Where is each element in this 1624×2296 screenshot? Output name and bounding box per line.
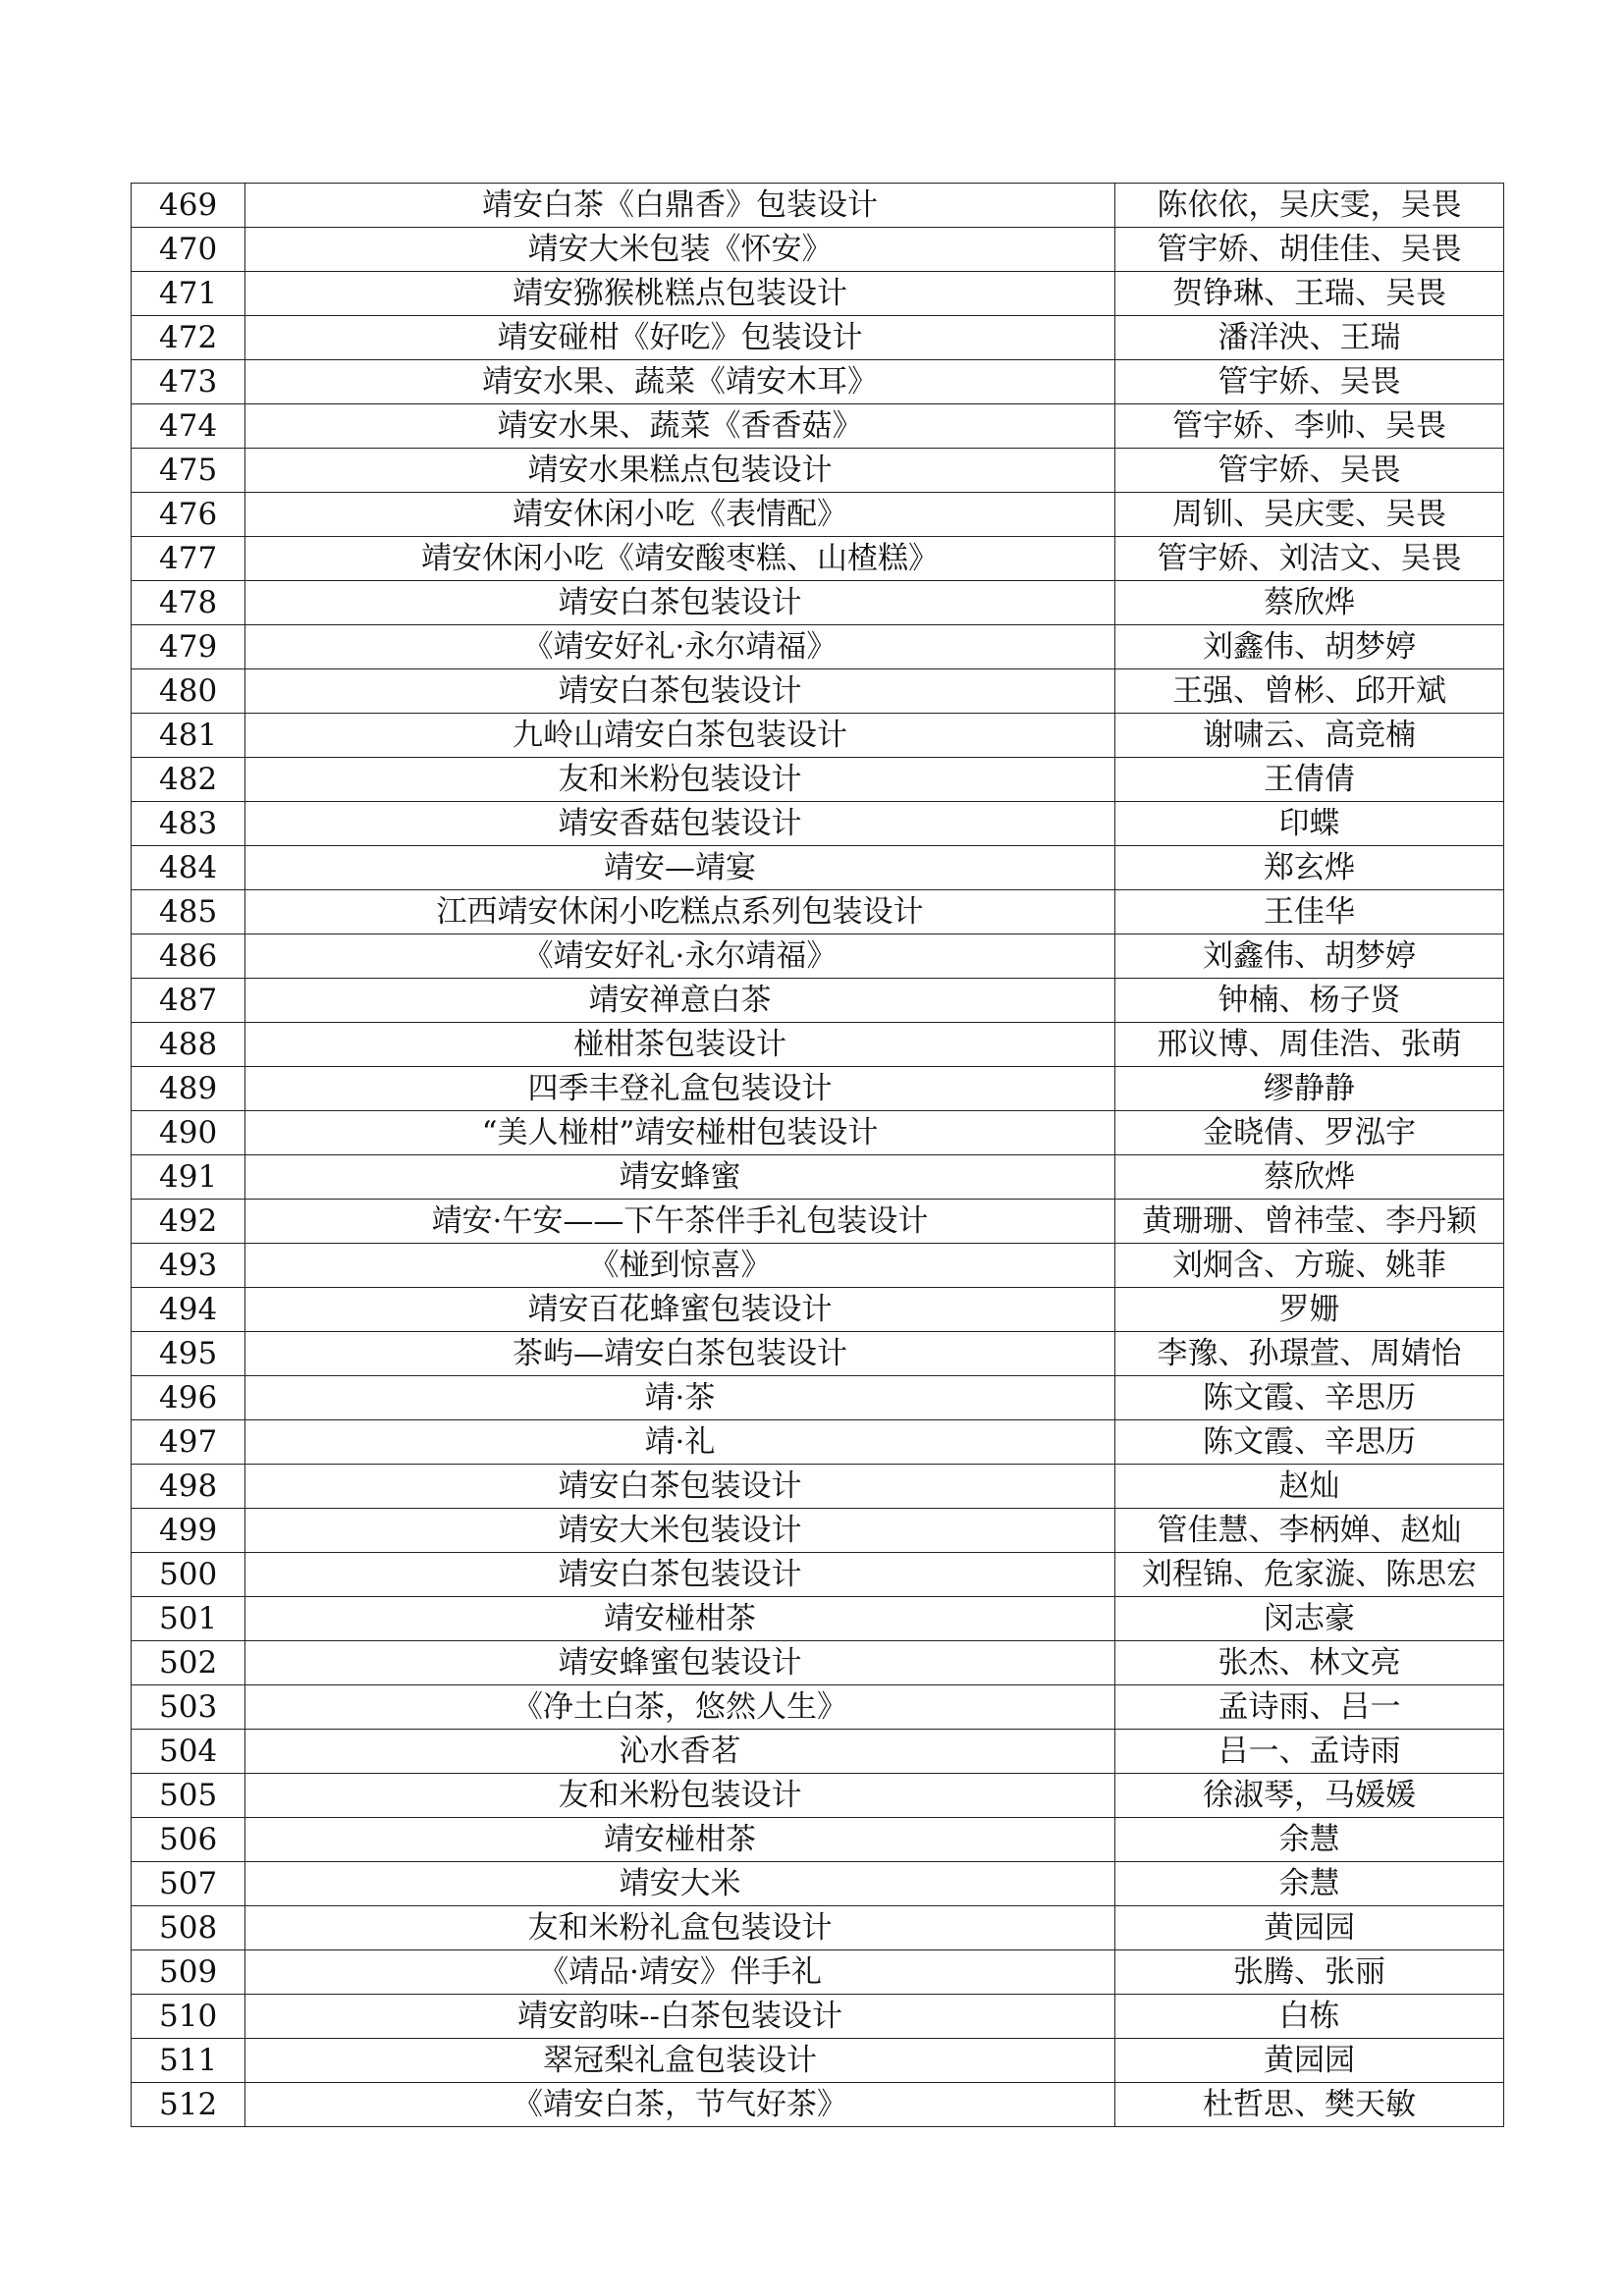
entry-title: 靖安白茶《白鼎香》包装设计 <box>245 184 1115 228</box>
entry-title: 沁水香茗 <box>245 1730 1115 1774</box>
table-row <box>132 1641 1504 1685</box>
entry-title: 友和米粉包装设计 <box>245 1774 1115 1818</box>
entry-authors: 刘程锦、危家漩、陈思宏 <box>1115 1553 1504 1597</box>
table-row <box>132 1950 1504 1995</box>
entry-number: 512 <box>132 2083 245 2127</box>
table-row <box>132 1906 1504 1950</box>
table-row <box>132 1685 1504 1730</box>
entry-number: 501 <box>132 1597 245 1641</box>
entry-number: 480 <box>132 669 245 714</box>
entry-authors: 邢议博、周佳浩、张萌 <box>1115 1023 1504 1067</box>
table-row <box>132 625 1504 669</box>
entry-title: 靖·礼 <box>245 1420 1115 1465</box>
entry-authors: 管宇娇、吴畏 <box>1115 449 1504 493</box>
entry-authors: 陈文霞、辛思历 <box>1115 1420 1504 1465</box>
entry-number: 482 <box>132 758 245 802</box>
entry-title: 《靖品·靖安》伴手礼 <box>245 1950 1115 1995</box>
entry-authors: 闵志豪 <box>1115 1597 1504 1641</box>
entry-authors: 贺铮琳、王瑞、吴畏 <box>1115 272 1504 316</box>
entry-number: 472 <box>132 316 245 360</box>
table-row <box>132 1730 1504 1774</box>
entry-title: 《靖安白茶，节气好茶》 <box>245 2083 1115 2127</box>
entry-title: 《靖安好礼·永尔靖福》 <box>245 625 1115 669</box>
entry-number: 510 <box>132 1995 245 2039</box>
entry-number: 509 <box>132 1950 245 1995</box>
table-row <box>132 714 1504 758</box>
entry-number: 484 <box>132 846 245 890</box>
entry-authors: 黄珊珊、曾祎莹、李丹颖 <box>1115 1200 1504 1244</box>
entry-number: 473 <box>132 360 245 404</box>
entry-authors: 王强、曾彬、邱开斌 <box>1115 669 1504 714</box>
entry-authors: 周钏、吴庆雯、吴畏 <box>1115 493 1504 537</box>
entry-title: 靖安休闲小吃《表情配》 <box>245 493 1115 537</box>
table-row <box>132 449 1504 493</box>
entry-authors: 管宇娇、胡佳佳、吴畏 <box>1115 228 1504 272</box>
entry-number: 490 <box>132 1111 245 1155</box>
entry-number: 487 <box>132 979 245 1023</box>
entry-title: “美人椪柑”靖安椪柑包装设计 <box>245 1111 1115 1155</box>
entry-title: 靖安水果、蔬菜《香香菇》 <box>245 404 1115 449</box>
table-row <box>132 1995 1504 2039</box>
entry-authors: 印蝶 <box>1115 802 1504 846</box>
table-row <box>132 404 1504 449</box>
entry-authors: 罗姗 <box>1115 1288 1504 1332</box>
entry-authors: 余慧 <box>1115 1818 1504 1862</box>
entry-number: 505 <box>132 1774 245 1818</box>
entry-authors: 管佳慧、李柄婵、赵灿 <box>1115 1509 1504 1553</box>
entry-number: 508 <box>132 1906 245 1950</box>
entry-title: 靖安椪柑茶 <box>245 1818 1115 1862</box>
entry-number: 494 <box>132 1288 245 1332</box>
entry-title: 《净土白茶，悠然人生》 <box>245 1685 1115 1730</box>
entry-title: 靖安水果、蔬菜《靖安木耳》 <box>245 360 1115 404</box>
entry-number: 491 <box>132 1155 245 1200</box>
entry-number: 485 <box>132 890 245 934</box>
entry-title: 靖安休闲小吃《靖安酸枣糕、山楂糕》 <box>245 537 1115 581</box>
table-row <box>132 846 1504 890</box>
entry-number: 477 <box>132 537 245 581</box>
table-row <box>132 184 1504 228</box>
entry-authors: 黄园园 <box>1115 1906 1504 1950</box>
table-row <box>132 1376 1504 1420</box>
table-row <box>132 360 1504 404</box>
entry-title: 靖安椪柑茶 <box>245 1597 1115 1641</box>
entry-number: 502 <box>132 1641 245 1685</box>
entry-title: 靖安蜂蜜包装设计 <box>245 1641 1115 1685</box>
entry-authors: 刘鑫伟、胡梦婷 <box>1115 625 1504 669</box>
entry-title: 靖安—靖宴 <box>245 846 1115 890</box>
entry-number: 470 <box>132 228 245 272</box>
entry-title: 靖安禅意白茶 <box>245 979 1115 1023</box>
entry-authors: 张杰、林文亮 <box>1115 1641 1504 1685</box>
entry-title: 靖·茶 <box>245 1376 1115 1420</box>
entry-authors: 王倩倩 <box>1115 758 1504 802</box>
entry-authors: 刘鑫伟、胡梦婷 <box>1115 934 1504 979</box>
entry-authors: 徐淑琴，马媛媛 <box>1115 1774 1504 1818</box>
entry-authors: 杜哲思、樊天敏 <box>1115 2083 1504 2127</box>
table-row <box>132 1288 1504 1332</box>
entry-authors: 管宇娇、李帅、吴畏 <box>1115 404 1504 449</box>
entry-authors: 赵灿 <box>1115 1465 1504 1509</box>
entry-title: 靖安白茶包装设计 <box>245 1465 1115 1509</box>
table-row <box>132 537 1504 581</box>
entry-title: 靖安大米包装设计 <box>245 1509 1115 1553</box>
entry-authors: 郑玄烨 <box>1115 846 1504 890</box>
entry-number: 481 <box>132 714 245 758</box>
entry-title: 靖安白茶包装设计 <box>245 669 1115 714</box>
entry-title: 友和米粉礼盒包装设计 <box>245 1906 1115 1950</box>
entry-title: 靖安白茶包装设计 <box>245 581 1115 625</box>
entry-title: 靖安猕猴桃糕点包装设计 <box>245 272 1115 316</box>
entries-table <box>131 183 1504 2127</box>
entry-authors: 孟诗雨、吕一 <box>1115 1685 1504 1730</box>
entry-number: 499 <box>132 1509 245 1553</box>
table-row <box>132 581 1504 625</box>
table-row <box>132 1774 1504 1818</box>
entry-authors: 李豫、孙璟萱、周婧怡 <box>1115 1332 1504 1376</box>
entry-authors: 张腾、张丽 <box>1115 1950 1504 1995</box>
entry-number: 507 <box>132 1862 245 1906</box>
entry-title: 靖安碰柑《好吃》包装设计 <box>245 316 1115 360</box>
entry-authors: 潘洋泱、王瑞 <box>1115 316 1504 360</box>
table-row <box>132 1067 1504 1111</box>
table-row <box>132 669 1504 714</box>
table-row <box>132 1332 1504 1376</box>
entry-title: 《靖安好礼·永尔靖福》 <box>245 934 1115 979</box>
table-row <box>132 272 1504 316</box>
entry-title: 靖安大米包装《怀安》 <box>245 228 1115 272</box>
entry-number: 498 <box>132 1465 245 1509</box>
table-body <box>132 184 1504 2127</box>
table-row <box>132 316 1504 360</box>
entry-number: 478 <box>132 581 245 625</box>
table-row <box>132 1818 1504 1862</box>
entry-authors: 陈文霞、辛思历 <box>1115 1376 1504 1420</box>
entry-title: 靖安·午安——下午茶伴手礼包装设计 <box>245 1200 1115 1244</box>
entry-title: 友和米粉包装设计 <box>245 758 1115 802</box>
entry-title: 靖安白茶包装设计 <box>245 1553 1115 1597</box>
entry-number: 496 <box>132 1376 245 1420</box>
entry-number: 475 <box>132 449 245 493</box>
entry-authors: 蔡欣烨 <box>1115 581 1504 625</box>
entry-number: 471 <box>132 272 245 316</box>
table-row <box>132 802 1504 846</box>
entry-title: 靖安香菇包装设计 <box>245 802 1115 846</box>
entry-number: 503 <box>132 1685 245 1730</box>
entry-title: 靖安水果糕点包装设计 <box>245 449 1115 493</box>
entry-title: 靖安百花蜂蜜包装设计 <box>245 1288 1115 1332</box>
entry-title: 四季丰登礼盒包装设计 <box>245 1067 1115 1111</box>
entry-authors: 陈依依，吴庆雯，吴畏 <box>1115 184 1504 228</box>
entry-number: 495 <box>132 1332 245 1376</box>
entry-title: 九岭山靖安白茶包装设计 <box>245 714 1115 758</box>
table-row <box>132 1420 1504 1465</box>
entry-authors: 黄园园 <box>1115 2039 1504 2083</box>
entry-title: 靖安大米 <box>245 1862 1115 1906</box>
entry-number: 506 <box>132 1818 245 1862</box>
table-row <box>132 228 1504 272</box>
entry-title: 翠冠梨礼盒包装设计 <box>245 2039 1115 2083</box>
table-row <box>132 1509 1504 1553</box>
entry-title: 靖安蜂蜜 <box>245 1155 1115 1200</box>
table-row <box>132 1023 1504 1067</box>
entry-authors: 白栋 <box>1115 1995 1504 2039</box>
table-row <box>132 493 1504 537</box>
table-row <box>132 1155 1504 1200</box>
entry-title: 《椪到惊喜》 <box>245 1244 1115 1288</box>
table-row <box>132 1597 1504 1641</box>
table-row <box>132 2039 1504 2083</box>
entry-title: 椪柑茶包装设计 <box>245 1023 1115 1067</box>
entry-authors: 缪静静 <box>1115 1067 1504 1111</box>
entry-authors: 蔡欣烨 <box>1115 1155 1504 1200</box>
table-row <box>132 979 1504 1023</box>
entry-authors: 金晓倩、罗泓宇 <box>1115 1111 1504 1155</box>
table-row <box>132 1244 1504 1288</box>
entry-number: 500 <box>132 1553 245 1597</box>
entry-number: 489 <box>132 1067 245 1111</box>
table-row <box>132 1465 1504 1509</box>
table-row <box>132 2083 1504 2127</box>
table-row <box>132 1200 1504 1244</box>
entry-authors: 刘炯含、方璇、姚菲 <box>1115 1244 1504 1288</box>
entry-number: 488 <box>132 1023 245 1067</box>
entry-authors: 吕一、孟诗雨 <box>1115 1730 1504 1774</box>
entry-number: 511 <box>132 2039 245 2083</box>
entry-number: 497 <box>132 1420 245 1465</box>
entry-title: 江西靖安休闲小吃糕点系列包装设计 <box>245 890 1115 934</box>
entry-title: 茶屿—靖安白茶包装设计 <box>245 1332 1115 1376</box>
table-row <box>132 1553 1504 1597</box>
entry-authors: 钟楠、杨子贤 <box>1115 979 1504 1023</box>
entry-authors: 管宇娇、刘洁文、吴畏 <box>1115 537 1504 581</box>
entry-number: 479 <box>132 625 245 669</box>
entry-authors: 谢啸云、高竞楠 <box>1115 714 1504 758</box>
entry-number: 492 <box>132 1200 245 1244</box>
table-row <box>132 934 1504 979</box>
entry-authors: 王佳华 <box>1115 890 1504 934</box>
entry-number: 476 <box>132 493 245 537</box>
table-row <box>132 1111 1504 1155</box>
entry-number: 504 <box>132 1730 245 1774</box>
entry-number: 483 <box>132 802 245 846</box>
table-row <box>132 1862 1504 1906</box>
table-row <box>132 758 1504 802</box>
table-row <box>132 890 1504 934</box>
entry-authors: 管宇娇、吴畏 <box>1115 360 1504 404</box>
entry-number: 493 <box>132 1244 245 1288</box>
entry-title: 靖安韵味--白茶包装设计 <box>245 1995 1115 2039</box>
entry-number: 469 <box>132 184 245 228</box>
entry-number: 486 <box>132 934 245 979</box>
entry-number: 474 <box>132 404 245 449</box>
entry-authors: 余慧 <box>1115 1862 1504 1906</box>
